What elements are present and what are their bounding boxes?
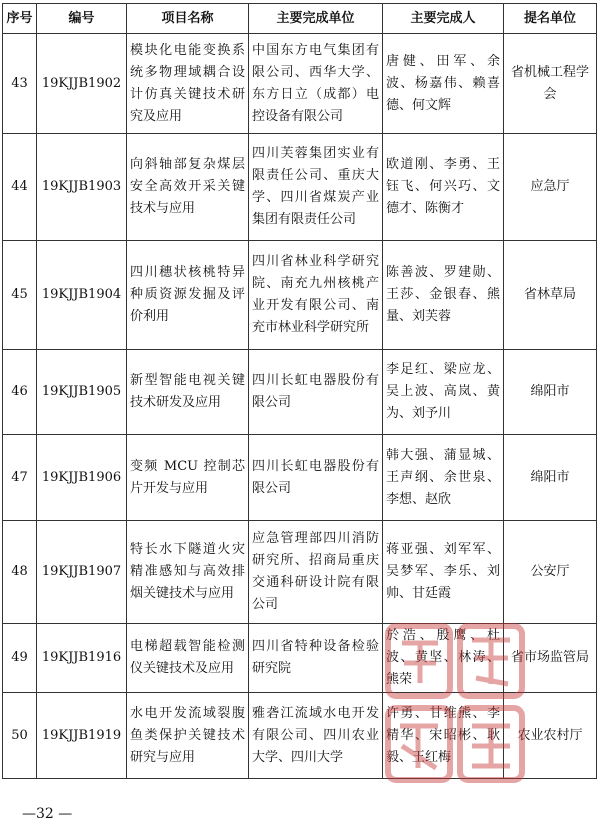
header-nominator: 提名单位 (504, 4, 597, 34)
cell-serial: 47 (3, 435, 37, 521)
cell-people: 唐健、田军、余波、杨嘉伟、赖喜德、何文辉 (383, 34, 504, 134)
cell-code: 19KJJB1903 (37, 134, 127, 241)
cell-serial: 43 (3, 34, 37, 134)
cell-serial: 44 (3, 134, 37, 241)
table-body (3, 34, 597, 779)
cell-project: 变频 MCU 控制芯片开发与应用 (127, 435, 249, 521)
cell-units: 中国东方电气集团有限公司、西华大学、东方日立（成都）电控设备有限公司 (249, 34, 383, 134)
cell-code: 19KJJB1916 (37, 624, 127, 693)
cell-units: 应急管理部四川消防研究所、招商局重庆交通科研设计院有限公司 (249, 521, 383, 624)
cell-nominator: 应急厅 (504, 134, 597, 241)
cell-units: 四川省林业科学研究院、南充九州核桃产业开发有限公司、南充市林业科学研究所 (249, 241, 383, 350)
cell-units: 四川省特种设备检验研究院 (249, 624, 383, 693)
cell-code: 19KJJB1907 (37, 521, 127, 624)
cell-nominator: 省机械工程学会 (504, 34, 597, 134)
cell-serial: 46 (3, 350, 37, 435)
cell-people: 陈善波、罗建勋、王莎、金银春、熊量、刘芙蓉 (383, 241, 504, 350)
cell-serial: 48 (3, 521, 37, 624)
table-row (3, 34, 597, 134)
header-row (3, 4, 597, 34)
header-people: 主要完成人 (383, 4, 504, 34)
awards-table (2, 3, 597, 779)
cell-code: 19KJJB1906 (37, 435, 127, 521)
cell-serial: 45 (3, 241, 37, 350)
table-header (3, 4, 597, 34)
cell-nominator: 绵阳市 (504, 435, 597, 521)
cell-code: 19KJJB1904 (37, 241, 127, 350)
cell-units: 四川长虹电器股份有限公司 (249, 435, 383, 521)
cell-people: 欧道刚、李勇、王钰飞、何兴巧、文德才、陈衡才 (383, 134, 504, 241)
cell-project: 特长水下隧道火灾精准感知与高效排烟关键技术与应用 (127, 521, 249, 624)
cell-units: 四川长虹电器股份有限公司 (249, 350, 383, 435)
cell-nominator: 农业农村厅 (504, 693, 597, 779)
header-serial: 序号 (3, 4, 37, 34)
cell-nominator: 绵阳市 (504, 350, 597, 435)
cell-project: 水电开发流域裂腹鱼类保护关键技术研究与应用 (127, 693, 249, 779)
table-row (3, 241, 597, 350)
cell-code: 19KJJB1905 (37, 350, 127, 435)
cell-project: 模块化电能变换系统多物理域耦合设计仿真关键技术研究及应用 (127, 34, 249, 134)
cell-people: 许勇、甘维熊、李精华、宋昭彬、耿毅、王红梅 (383, 693, 504, 779)
cell-nominator: 公安厅 (504, 521, 597, 624)
cell-serial: 49 (3, 624, 37, 693)
cell-people: 於浩、殷鹰、杜波、黄坚、林涛、熊荣 (383, 624, 504, 693)
cell-project: 新型智能电视关键技术研发及应用 (127, 350, 249, 435)
table-row (3, 693, 597, 779)
cell-project: 四川穗状核桃特异种质资源发掘及评价利用 (127, 241, 249, 350)
cell-serial: 50 (3, 693, 37, 779)
header-project: 项目名称 (127, 4, 249, 34)
cell-nominator: 省市场监管局 (504, 624, 597, 693)
cell-people: 李足红、梁应龙、吴上波、高岚、黄为、刘予川 (383, 350, 504, 435)
header-code: 编号 (37, 4, 127, 34)
cell-code: 19KJJB1902 (37, 34, 127, 134)
cell-people: 蒋亚强、刘军军、吴梦军、李乐、刘帅、甘廷霞 (383, 521, 504, 624)
header-units: 主要完成单位 (249, 4, 383, 34)
table-row (3, 134, 597, 241)
table-row (3, 624, 597, 693)
cell-people: 韩大强、蒲显城、王声纲、余世泉、李想、赵欣 (383, 435, 504, 521)
cell-units: 雅砻江流域水电开发有限公司、四川农业大学、四川大学 (249, 693, 383, 779)
cell-nominator: 省林草局 (504, 241, 597, 350)
table-row (3, 350, 597, 435)
table-row (3, 521, 597, 624)
cell-units: 四川芙蓉集团实业有限责任公司、重庆大学、四川省煤炭产业集团有限责任公司 (249, 134, 383, 241)
cell-project: 电梯超载智能检测仪关键技术及应用 (127, 624, 249, 693)
cell-code: 19KJJB1919 (37, 693, 127, 779)
table-row (3, 435, 597, 521)
cell-project: 向斜轴部复杂煤层安全高效开采关键技术与应用 (127, 134, 249, 241)
page-number: —32 — (22, 806, 73, 822)
